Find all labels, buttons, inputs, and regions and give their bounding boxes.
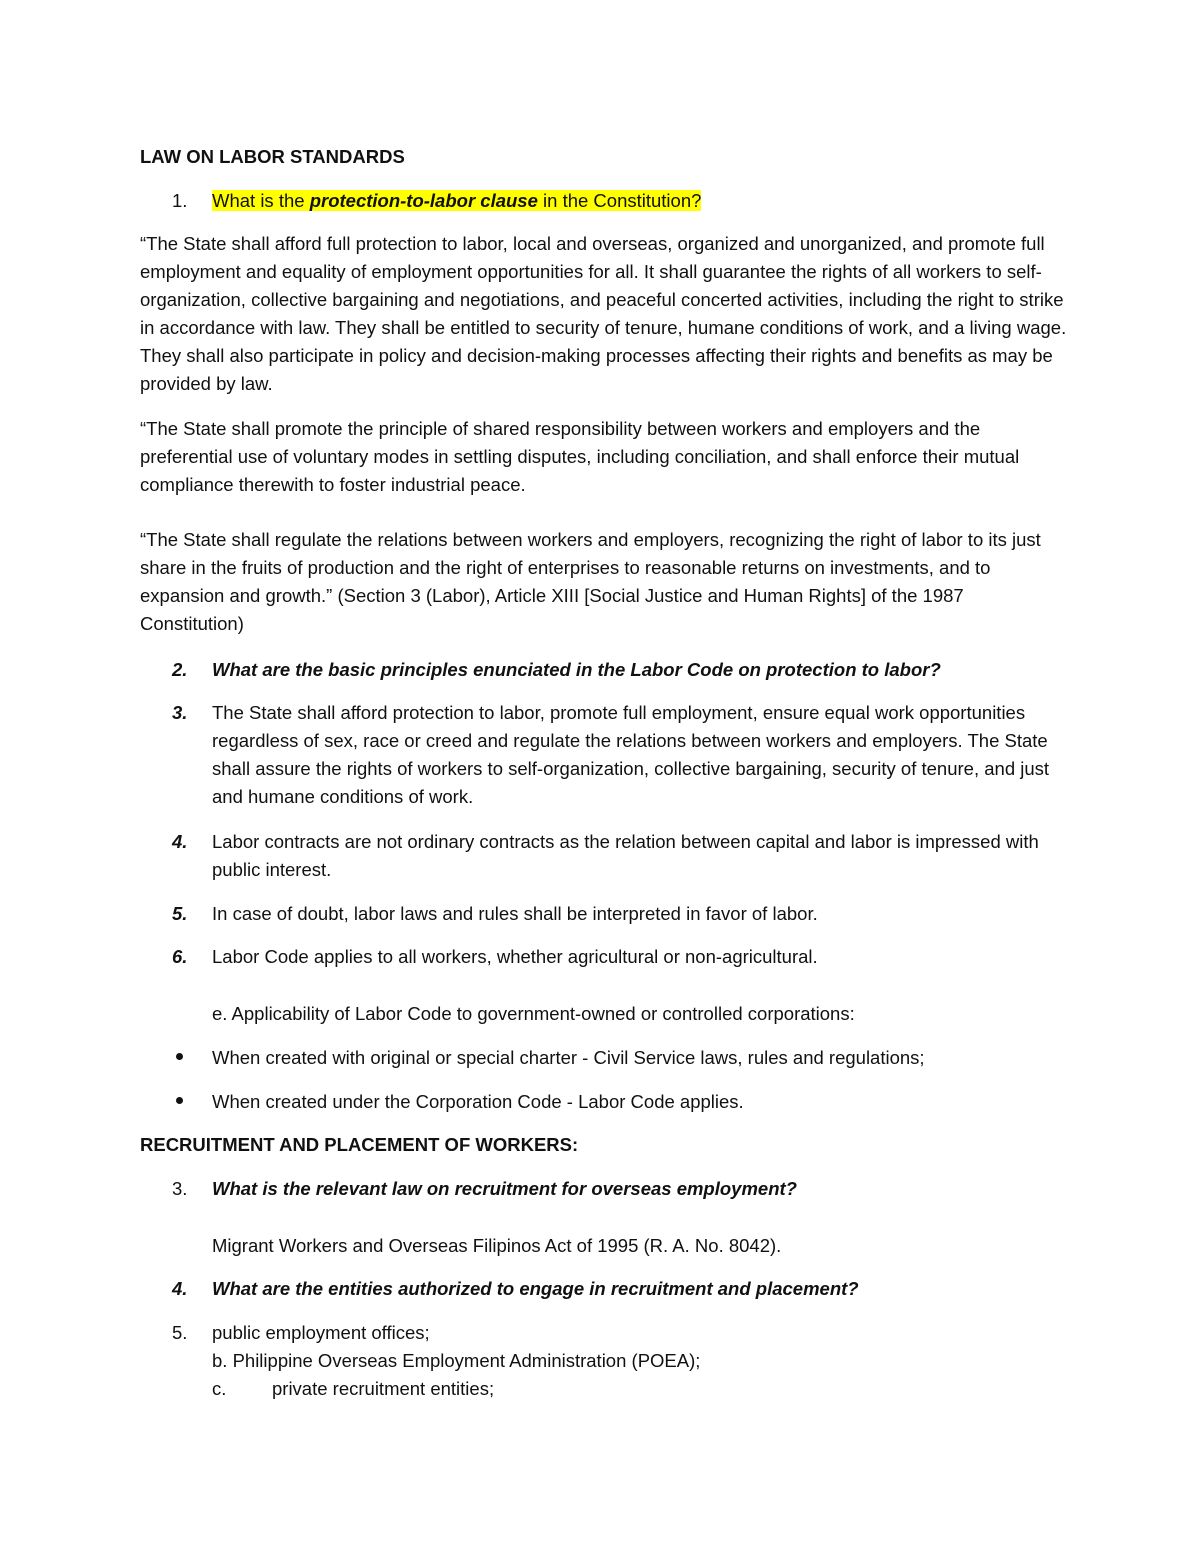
q1-text-pre: What is the	[212, 190, 310, 211]
question-basic-principles: What are the basic principles enunciated in the Labor Code on protection to labor?	[212, 659, 941, 680]
list-item-number: 6.	[172, 946, 188, 967]
q1-text-post: in the Constitution?	[537, 190, 702, 211]
list-item-number: 5.	[172, 1322, 188, 1343]
entity-c-label: c.	[212, 1378, 227, 1399]
entity-public-employment-offices: public employment offices;	[212, 1322, 430, 1343]
q1-question	[212, 187, 1072, 215]
bullet-item: When created with original or special charter - Civil Service laws, rules and regulations;	[212, 1047, 925, 1068]
q1-number: 1.	[172, 190, 188, 211]
paragraph-shared-responsibility: “The State shall promote the principle of shared responsibility between workers and employers and the preferential use of voluntary modes in settling disputes, including conciliation, and shall enforce their mutual compliance therewith to foster industrial peace.	[140, 418, 1020, 495]
list-item-number: 2.	[172, 659, 188, 680]
list-item-number: 4.	[172, 1278, 188, 1299]
list-item: The State shall afford protection to labor, promote full employment, ensure equal work opportunities regardless of sex, race or creed and regulate the relations between workers and employers. The State shall assure the rights of workers to self-organization, collective bargaining, security of tenure, and just and humane conditions of work.	[212, 702, 1050, 807]
question-authorized-entities: What are the entities authorized to engage in recruitment and placement?	[212, 1278, 859, 1299]
list-item-number: 4.	[172, 831, 188, 852]
heading-law-on-labor-standards: LAW ON LABOR STANDARDS	[140, 146, 405, 167]
paragraph-protection-to-labor: “The State shall afford full protection to labor, local and overseas, organized and unorganized, and promote full employment and equality of employment opportunities for all. It shall guarantee the rights of all workers to self-organization, collective bargaining and negotiations, and peaceful concerted activities, including the right to strike in accordance with law. They shall be entitled to security of tenure, humane conditions of work, and a living wage. They shall also participate in policy and decision-making processes affecting their rights and benefits as may be provided by law.	[140, 233, 1067, 394]
list-item-number: 3.	[172, 1178, 188, 1199]
q1-text-emphasis: protection-to-labor clause	[309, 190, 538, 211]
heading-recruitment-and-placement: RECRUITMENT AND PLACEMENT OF WORKERS:	[140, 1134, 579, 1155]
bullet-dot	[176, 1053, 183, 1060]
list-item-number: 3.	[172, 702, 188, 723]
answer-relevant-law: Migrant Workers and Overseas Filipinos Act of 1995 (R. A. No. 8042).	[212, 1235, 782, 1256]
bullet-item: When created under the Corporation Code - Labor Code applies.	[212, 1091, 744, 1112]
list-item: In case of doubt, labor laws and rules shall be interpreted in favor of labor.	[212, 903, 818, 924]
list-item-number: 5.	[172, 903, 188, 924]
question-relevant-law: What is the relevant law on recruitment for overseas employment?	[212, 1178, 797, 1199]
bullet-dot	[176, 1097, 183, 1104]
entity-poea: b. Philippine Overseas Employment Administration (POEA);	[212, 1350, 701, 1371]
list-item: Labor contracts are not ordinary contracts as the relation between capital and labor is impressed with public interest.	[212, 831, 1039, 880]
subheading-applicability: e. Applicability of Labor Code to government-owned or controlled corporations:	[212, 1003, 855, 1024]
paragraph-regulate-relations: “The State shall regulate the relations between workers and employers, recognizing the right of labor to its just share in the fruits of production and the right of enterprises to reasonable returns on investments, and to expansion and growth.” (Section 3 (Labor), Article XIII [Social Justice and Human Rights] of the 1987 Constitution)	[140, 529, 1041, 634]
entity-private-recruitment: private recruitment entities;	[272, 1378, 495, 1399]
list-item: Labor Code applies to all workers, whether agricultural or non-agricultural.	[212, 946, 818, 967]
